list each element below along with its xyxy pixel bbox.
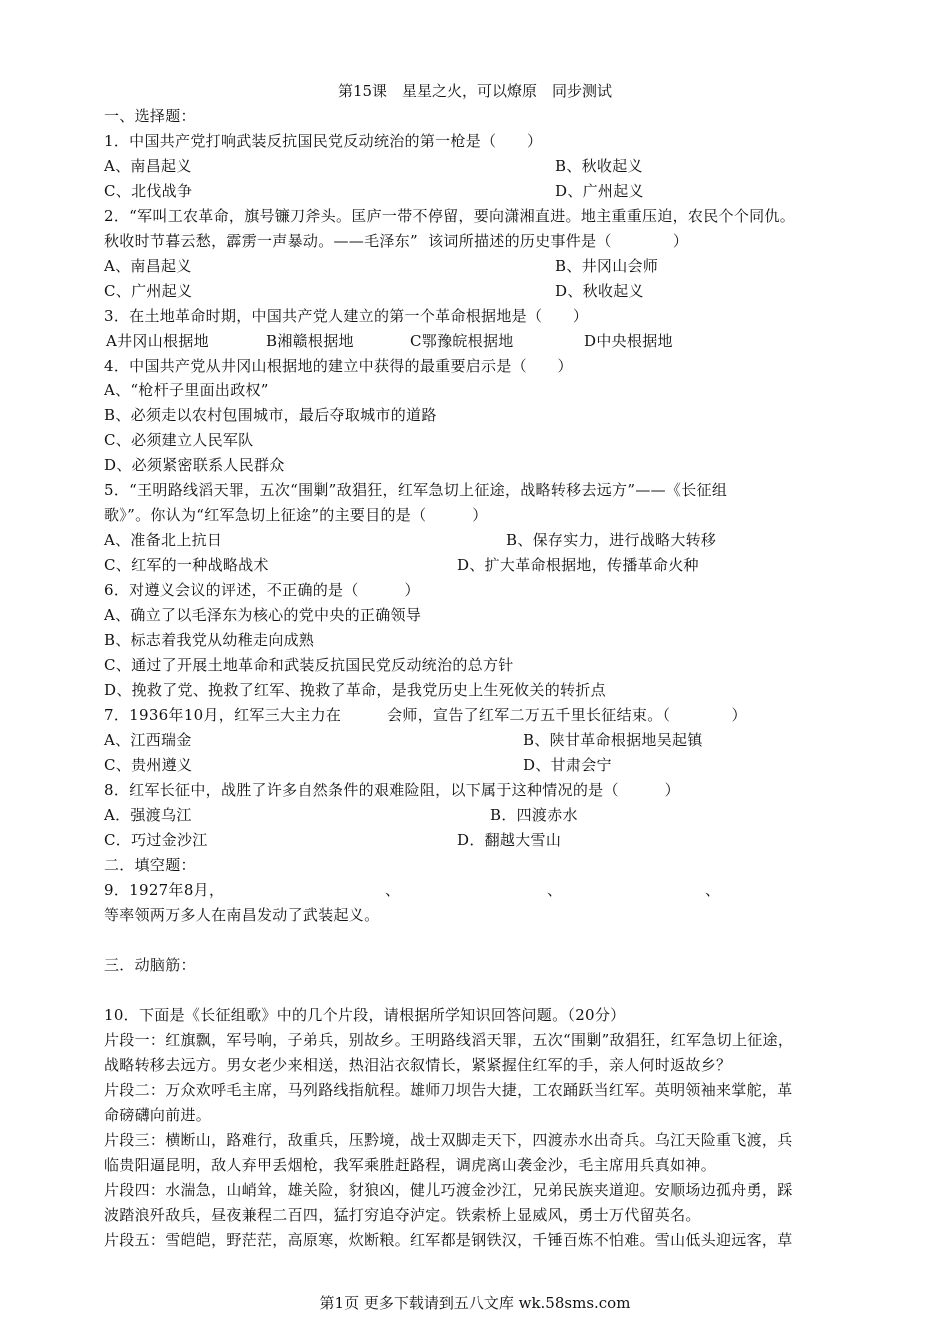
q7-option-c: C、贵州遵义 (104, 756, 193, 774)
q9-separator: 、 (705, 881, 721, 899)
q4-option-b: B、必须走以农村包围城市，最后夺取城市的道路 (104, 406, 437, 424)
question-5-line-1: 5．“王明路线滔天罪，五次“围剿”敌猖狂，红军急切上征途，战略转移去远方”——《长征组 (104, 481, 728, 499)
q1-option-a: A、南昌起义 (104, 157, 192, 175)
q4-option-d: D、必须紧密联系人民群众 (104, 456, 285, 474)
q7-option-d: D、甘肃会宁 (523, 756, 612, 774)
passage-line: 片段一：红旗飘，军号响，子弟兵，别故乡。王明路线滔天罪，五次“围剿”敌猖狂，红军急切上征途， (104, 1031, 794, 1049)
q8-option-d: D．翻越大雪山 (457, 831, 562, 849)
question-6: 6．对遵义会议的评述，不正确的是（ ） (104, 581, 420, 599)
passage-line: 片段三：横断山，路难行，敌重兵，压黔境，战士双脚走天下，四渡赤水出奇兵。乌江天险重飞渡，兵 (104, 1131, 793, 1149)
page-footer: 第1页 更多下载请到五八文库 wk.58sms.com (319, 1294, 631, 1312)
q6-option-b: B、标志着我党从幼稚走向成熟 (104, 631, 315, 649)
question-2-line-1: 2．“军叫工农革命，旗号镰刀斧头。匡庐一带不停留，要向潇湘直进。地主重重压迫，农民个个同仇。 (104, 207, 796, 225)
q1-option-d: D、广州起义 (555, 182, 644, 200)
passage-line: 临贵阳逼昆明，敌人弃甲丢烟枪，我军乘胜赶路程，调虎离山袭金沙，毛主席用兵真如神。 (104, 1156, 717, 1174)
page-title: 第15课 星星之火，可以燎原 同步测试 (337, 82, 613, 100)
question-2-line-2: 秋收时节暮云愁，霹雳一声暴动。——毛泽东” 该词所描述的历史事件是（ ） (104, 232, 689, 250)
q9-separator: 、 (385, 881, 401, 899)
q9-separator: 、 (547, 881, 563, 899)
q6-option-c: C、通过了开展土地革命和武装反抗国民党反动统治的总方针 (104, 656, 514, 674)
q7-option-a: A、江西瑞金 (104, 731, 192, 749)
section-heading: 三．动脑筋： (104, 956, 196, 974)
question-9-line-2: 等率领两万多人在南昌发动了武装起义。 (104, 906, 380, 924)
q2-option-b: B、井冈山会师 (555, 257, 659, 275)
passage-line: 片段四：水湍急，山峭耸，雄关险，豺狼凶，健儿巧渡金沙江，兄弟民族夹道迎。安顺场边孤舟勇，踩 (104, 1181, 793, 1199)
passage-line: 战略转移去远方。男女老少来相送，热泪沾衣叙情长，紧紧握住红军的手，亲人何时返故乡？ (104, 1056, 732, 1074)
q3-option-c: C鄂豫皖根据地 (410, 332, 514, 350)
passage-line: 波踏浪歼敌兵，昼夜兼程二百四，猛打穷追夺泸定。铁索桥上显威风，勇士万代留英名。 (104, 1206, 701, 1224)
passage-line: 片段五：雪皑皑，野茫茫，高原寒，炊断粮。红军都是钢铁汉，千锤百炼不怕难。雪山低头迎远客，草 (104, 1231, 793, 1249)
question-3: 3．在土地革命时期，中国共产党人建立的第一个革命根据地是（ ） (104, 307, 589, 325)
q3-option-b: B湘赣根据地 (266, 332, 354, 350)
section-heading: 一、选择题： (104, 107, 196, 125)
q3-option-d: D中央根据地 (584, 332, 673, 350)
q5-option-b: B、保存实力，进行战略大转移 (506, 531, 717, 549)
q2-option-a: A、南昌起义 (104, 257, 192, 275)
question-9: 9．1927年8月， (104, 881, 225, 899)
question-8: 8．红军长征中，战胜了许多自然条件的艰难险阻，以下属于这种情况的是（ ） (104, 781, 680, 799)
q2-option-c: C、广州起义 (104, 282, 193, 300)
q1-option-c: C、北伐战争 (104, 182, 193, 200)
q3-option-a: A井冈山根据地 (106, 332, 209, 350)
question-10: 10．下面是《长征组歌》中的几个片段，请根据所学知识回答问题。（20分） (104, 1006, 626, 1024)
question-7: 7．1936年10月，红军三大主力在 会师，宣告了红军二万五千里长征结束。（ ） (104, 706, 747, 724)
question-1: 1．中国共产党打响武装反抗国民党反动统治的第一枪是（ ） (104, 132, 543, 150)
q2-option-d: D、秋收起义 (555, 282, 644, 300)
passage-line: 片段二：万众欢呼毛主席，马列路线指航程。雄师刀坝告大捷，工农踊跃当红军。英明领袖来掌舵，革 (104, 1081, 793, 1099)
q4-option-c: C、必须建立人民军队 (104, 431, 254, 449)
question-5-line-2: 歌》”。你认为“红军急切上征途”的主要目的是（ ） (104, 506, 488, 524)
q8-option-c: C．巧过金沙江 (104, 831, 208, 849)
q6-option-a: A、确立了以毛泽东为核心的党中央的正确领导 (104, 606, 422, 624)
q8-option-b: B．四渡赤水 (490, 806, 578, 824)
q5-option-d: D、扩大革命根据地，传播革命火种 (457, 556, 699, 574)
q5-option-c: C、红军的一种战略战术 (104, 556, 269, 574)
q6-option-d: D、挽救了党、挽救了红军、挽救了革命，是我党历史上生死攸关的转折点 (104, 681, 606, 699)
section-heading: 二．填空题： (104, 856, 196, 874)
q1-option-b: B、秋收起义 (555, 157, 643, 175)
q4-option-a: A、“枪杆子里面出政权” (104, 381, 269, 399)
q7-option-b: B、陕甘革命根据地吴起镇 (523, 731, 703, 749)
question-4: 4．中国共产党从井冈山根据地的建立中获得的最重要启示是（ ） (104, 357, 573, 375)
q5-option-a: A、准备北上抗日 (104, 531, 223, 549)
q8-option-a: A．强渡乌江 (104, 806, 192, 824)
passage-line: 命磅礴向前进。 (104, 1106, 212, 1124)
